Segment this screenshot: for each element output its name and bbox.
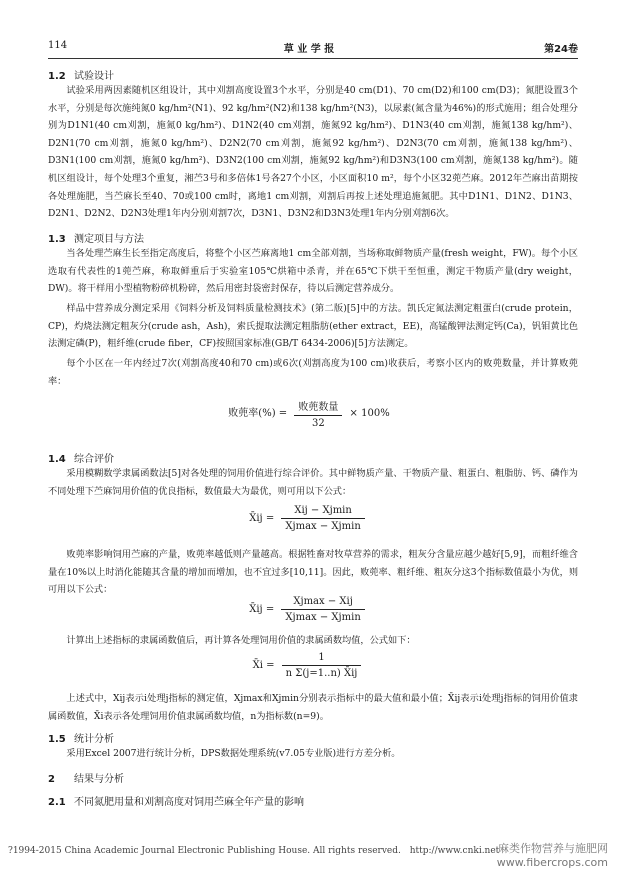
page-number: 114 <box>48 40 68 51</box>
formula-numerator: 败蔸数量 <box>294 398 342 416</box>
formula-membership-negative: X̄ij = $\frac{\text{Xjmax − Xij}}{Xjmax - Xjmin}$ <box>0 596 618 623</box>
formula-membership-mean: X̄i = $\frac{1}{\text{n Σ(j=1..n) X̄ij}}$ <box>0 652 618 679</box>
journal-title: 草 业 学 报 <box>283 44 335 55</box>
section-title: 测定项目与方法 <box>74 234 144 245</box>
section-heading-1-2: 1.2 试验设计 <box>48 71 114 82</box>
watermark-site-name: 麻类作物营养与施肥网 <box>498 842 608 855</box>
paragraph-experimental-design: 试验采用两因素随机区组设计，其中刈割高度设置3个水平，分别是40 cm(D1)、70 cm(D2)和100 cm(D3)；氮肥设置3个水平，分别是每次施纯氮0 kg/hm²(N1)、92 kg/hm²(N2)和138 kg/hm²(N3)，以尿素(氮含量为46%)的形式施用；组合处理分别为D1N1(40 cm刈割，施氮0 kg/hm²)、D1N2(40 cm刈割，施氮92 kg/hm²)、D1N3(40 cm刈割，施氮138 kg/hm²)、D2N1(70 cm刈割，施氮0 kg/hm²)、D2N2(70 cm刈割，施氮92 kg/hm²)、D2N3(70 cm刈割，施氮138 kg/hm²)、D3N1(100 cm刈割，施氮0 kg/hm²)、D3N2(100 cm刈割，施氮92 kg/hm²)和D3N3(100 cm刈割，施氮138 kg/hm²)。随机区组设计，每个处理3个重复，湘苎3号和多倍体1号各27个小区，小区面积10 m²，每个小区32蔸苎麻。2012年苎麻出苗期按各处理施肥，当苎麻长至40、70或100 cm时，离地1 cm刈割，刈割后再按上述处理追施氮肥。其中D1N1、D1N2、D1N3、D2N1、D2N2、D2N3处理1年内分别刈割7次，D3N1、D3N2和D3N3处理1年内分别刈割6次。 <box>48 85 578 220</box>
volume-label: 第24卷 <box>544 44 578 55</box>
formula-stump-rate: 败蔸率(%) = $\frac{\text{败蔸数量}}{32}$ × 100% <box>0 398 618 429</box>
section-heading-1-4: 1.4 综合评价 <box>48 454 114 465</box>
header-rule <box>48 58 578 59</box>
watermark-site-url: www.fibercrops.com <box>496 856 608 869</box>
section-heading-2: 2 结果与分析 <box>48 774 124 785</box>
section-title: 结果与分析 <box>74 774 124 785</box>
paragraph-mean-membership: 计算出上述指标的隶属函数值后，再计算各处理饲用价值的隶属函数均值，公式如下： <box>66 635 416 646</box>
section-heading-1-3: 1.3 测定项目与方法 <box>48 234 144 245</box>
copyright-footer: ?1994-2015 China Academic Journal Electronic Publishing House. All rights reserved. http://www.cnki.net <box>8 846 500 856</box>
paragraph-negative-indicators: 败蔸率影响饲用苎麻的产量，败蔸率越低则产量越高。根据牲畜对牧草营养的需求，粗灰分含量应越少越好[5,9]，而粗纤维含量在10%以上时消化能随其含量的增加而增加，也不宜过多[10,11]。因此，败蔸率、粗纤维、粗灰分这3个指标数值最小为优，则可用以下公式： <box>48 549 578 596</box>
section-title: 统计分析 <box>74 734 114 745</box>
section-heading-2-1: 2.1 不同氮肥用量和刈割高度对饲用苎麻全年产量的影响 <box>48 797 304 808</box>
section-title: 综合评价 <box>74 454 114 465</box>
paragraph-stump-count: 每个小区在一年内经过7次(刈割高度40和70 cm)或6次(刈割高度为100 cm)收获后，考察小区内的败蔸数量，并计算败蔸率： <box>48 358 578 387</box>
paragraph-membership-function: 采用模糊数学隶属函数法[5]对各处理的饲用价值进行综合评价。其中鲜物质产量、干物质产量、粗蛋白、粗脂肪、钙、磷作为不同处理下苎麻饲用价值的优良指标，数值最大为最优，则可用以下公式： <box>48 468 578 497</box>
section-heading-1-5: 1.5 统计分析 <box>48 734 114 745</box>
paragraph-nutrient-methods: 样品中营养成分测定采用《饲料分析及饲料质量检测技术》(第二版)[5]中的方法。凯氏定氮法测定粗蛋白(crude protein，CP)，灼烧法测定粗灰分(crude ash，Ash)，索氏提取法测定粗脂肪(ether extract，EE)，高锰酸钾法测定钙(Ca)，钒钼黄比色法测定磷(P)，粗纤维(crude fiber，CF)按照国家标准(GB/T 6434-2006)[5]方法测定。 <box>48 303 578 350</box>
section-title: 试验设计 <box>74 71 114 82</box>
paragraph-statistics: 采用Excel 2007进行统计分析，DPS数据处理系统(v7.05专业版)进行方差分析。 <box>66 748 401 759</box>
formula-denominator: 32 <box>311 418 325 429</box>
section-title: 不同氮肥用量和刈割高度对饲用苎麻全年产量的影响 <box>74 797 304 808</box>
formula-membership-positive: X̄ij = $\frac{\text{Xij − Xjmin}}{Xjmax - Xjmin}$ <box>0 505 618 532</box>
paragraph-symbol-definitions: 上述式中，Xij表示i处理j指标的测定值，Xjmax和Xjmin分别表示指标中的最大值和最小值；X̄ij表示i处理j指标的饲用价值隶属函数值，X̄i表示各处理饲用价值隶属函数均值，n为指标数(n=9)。 <box>48 693 578 722</box>
cnki-link[interactable]: http://www.cnki.net <box>409 846 500 856</box>
paragraph-measurement: 当各处理苎麻生长至指定高度后，将整个小区苎麻离地1 cm全部刈割，当场称取鲜物质产量(fresh weight，FW)。每个小区选取有代表性的1蔸苎麻，称取鲜重后于实验室105℃烘箱中杀青，并在65℃下烘干至恒重，测定干物质产量(dry weight，DW)。将干样用小型植物粉碎机粉碎，然后用密封袋密封保存，待以后测定营养成分。 <box>48 248 578 295</box>
